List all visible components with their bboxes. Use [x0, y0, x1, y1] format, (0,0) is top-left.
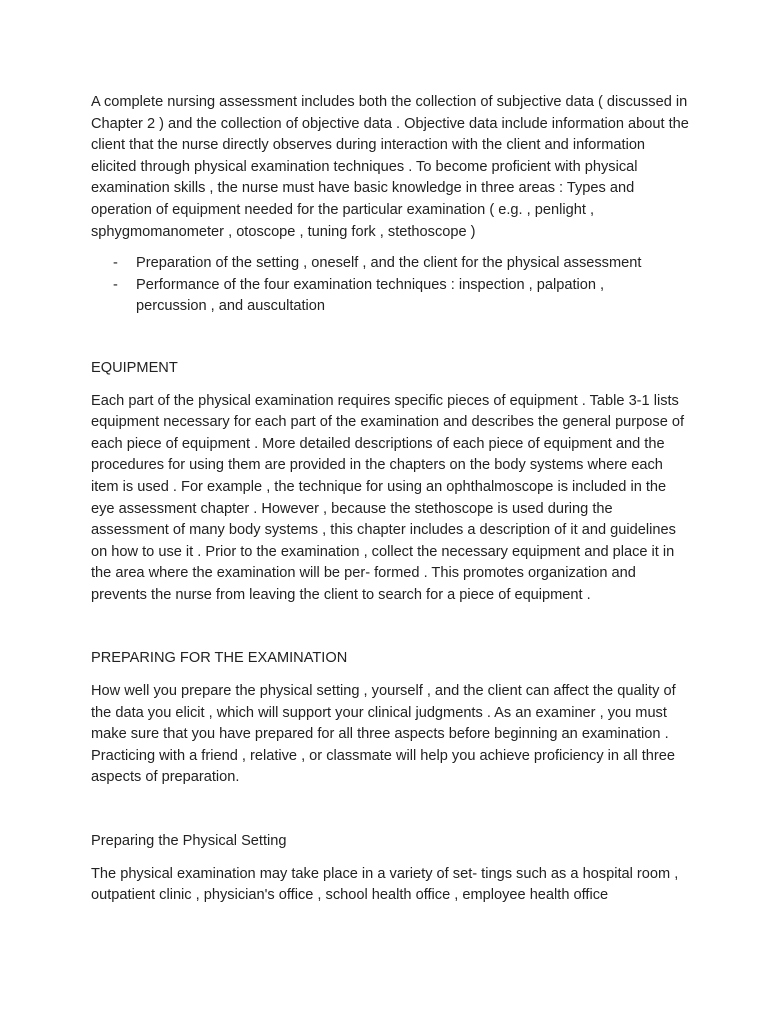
setting-heading: Preparing the Physical Setting	[91, 833, 287, 850]
preparing-heading: PREPARING FOR THE EXAMINATION	[91, 650, 348, 667]
bullet-marker: -	[113, 255, 118, 272]
intro-paragraph: A complete nursing assessment includes both the collection of subjective data ( discussed in Chapter 2 ) and the collection of objective data . Objective data include information about the client that the nurse directly observes during interaction with the client and information elicited through physical examination techniques . To become proficient with physical examination skills , the nurse must have basic knowledge in three areas : Types and operation of equipment needed for the particular examination ( e.g. , penlight , sphygmomanometer , otoscope , tuning fork , stethoscope )	[91, 94, 689, 240]
bullet-list	[91, 253, 691, 318]
setting-paragraph: The physical examination may take place in a variety of set- tings such as a hospital room , outpatient clinic , physician's office , school health office , employee health office	[91, 865, 679, 904]
bullet-item	[91, 275, 676, 318]
bullet-text: Preparation of the setting , oneself , and the client for the physical assessment	[136, 255, 642, 272]
preparing-paragraph: How well you prepare the physical setting , yourself , and the client can affect the quality of the data you elicit , which will support your clinical judgments . As an examiner , you must make sure that you have prepared for all three aspects before beginning an examination . Practicing with a friend , relative , or classmate will help you achieve proficiency in all three aspects of preparation.	[91, 683, 676, 786]
bullet-marker: -	[113, 276, 118, 293]
bullet-item	[91, 253, 676, 275]
bullet-text: Performance of the four examination techniques : inspection , palpation , percussion , and auscultation	[136, 276, 605, 315]
document-page	[91, 92, 691, 907]
equipment-paragraph: Each part of the physical examination requires specific pieces of equipment . Table 3-1 lists equipment necessary for each part of the examination and describes the general purpose of each piece of equipment . More detailed descriptions of each piece of equipment and the procedures for using them are provided in the chapters on the body systems where each item is used . For example , the technique for using an ophthalmoscope is included in the eye assessment chapter . However , because the stethoscope is used during the assessment of many body systems , this chapter includes a description of it and guidelines on how to use it . Prior to the examination , collect the necessary equipment and place it in the area where the examination will be per- formed . This promotes organization and prevents the nurse from leaving the client to search for a piece of equipment .	[91, 392, 685, 603]
equipment-heading: EQUIPMENT	[91, 359, 178, 376]
